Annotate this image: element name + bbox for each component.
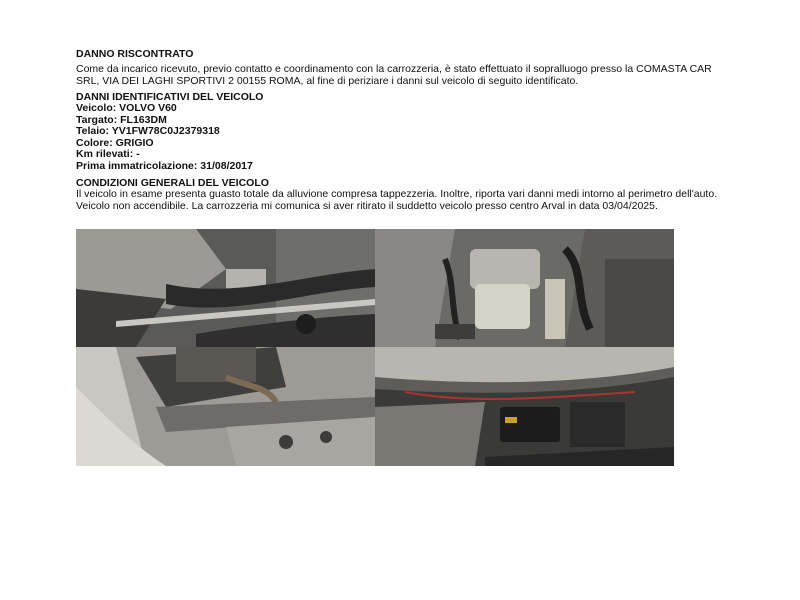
vehicle-km: Km rilevati: - bbox=[76, 148, 140, 160]
vehicle-chassis: Telaio: YV1FW78C0J2379318 bbox=[76, 125, 220, 137]
vehicle-color: Colore: GRIGIO bbox=[76, 136, 154, 149]
photo-engine-bay-hoses bbox=[76, 229, 375, 347]
photo-engine-bay-top bbox=[375, 229, 674, 347]
photo-battery-compartment bbox=[375, 347, 674, 466]
vehicle-model: Veicolo: VOLVO V60 bbox=[76, 102, 177, 114]
section-title-identificativi: DANNI IDENTIFICATIVI DEL VEICOLO bbox=[76, 91, 264, 103]
vehicle-registration: Prima immatricolazione: 31/08/2017 bbox=[76, 159, 253, 172]
section-text-condizioni: Il veicolo in esame presenta guasto totale da alluvione compresa tappezzeria. Inoltre, riporta vari danni medi intorno al perimetro dell'auto. Veicolo non accendibile. La carrozzeria mi comunica si aver ritirato il suddetto veicolo presso centro Arval in data 03/04/2025. bbox=[76, 188, 718, 212]
vehicle-details bbox=[76, 103, 728, 172]
photo-grid bbox=[76, 229, 674, 466]
section-text-danno: Come da incarico ricevuto, previo contatto e coordinamento con la carrozzeria, è stato effettuato il sopralluogo presso la COMASTA CAR SRL, VIA DEI LAGHI SPORTIVI 2 00155 ROMA, al fine di periziare i danni sul veicolo di seguito identificato. bbox=[76, 63, 712, 87]
vehicle-plate: Targato: FL163DM bbox=[76, 113, 167, 126]
section-title-danno: DANNO RISCONTRATO bbox=[76, 48, 194, 60]
photo-front-bumper-damage bbox=[76, 347, 375, 466]
report-content bbox=[76, 48, 728, 212]
section-title-condizioni: CONDIZIONI GENERALI DEL VEICOLO bbox=[76, 177, 269, 189]
